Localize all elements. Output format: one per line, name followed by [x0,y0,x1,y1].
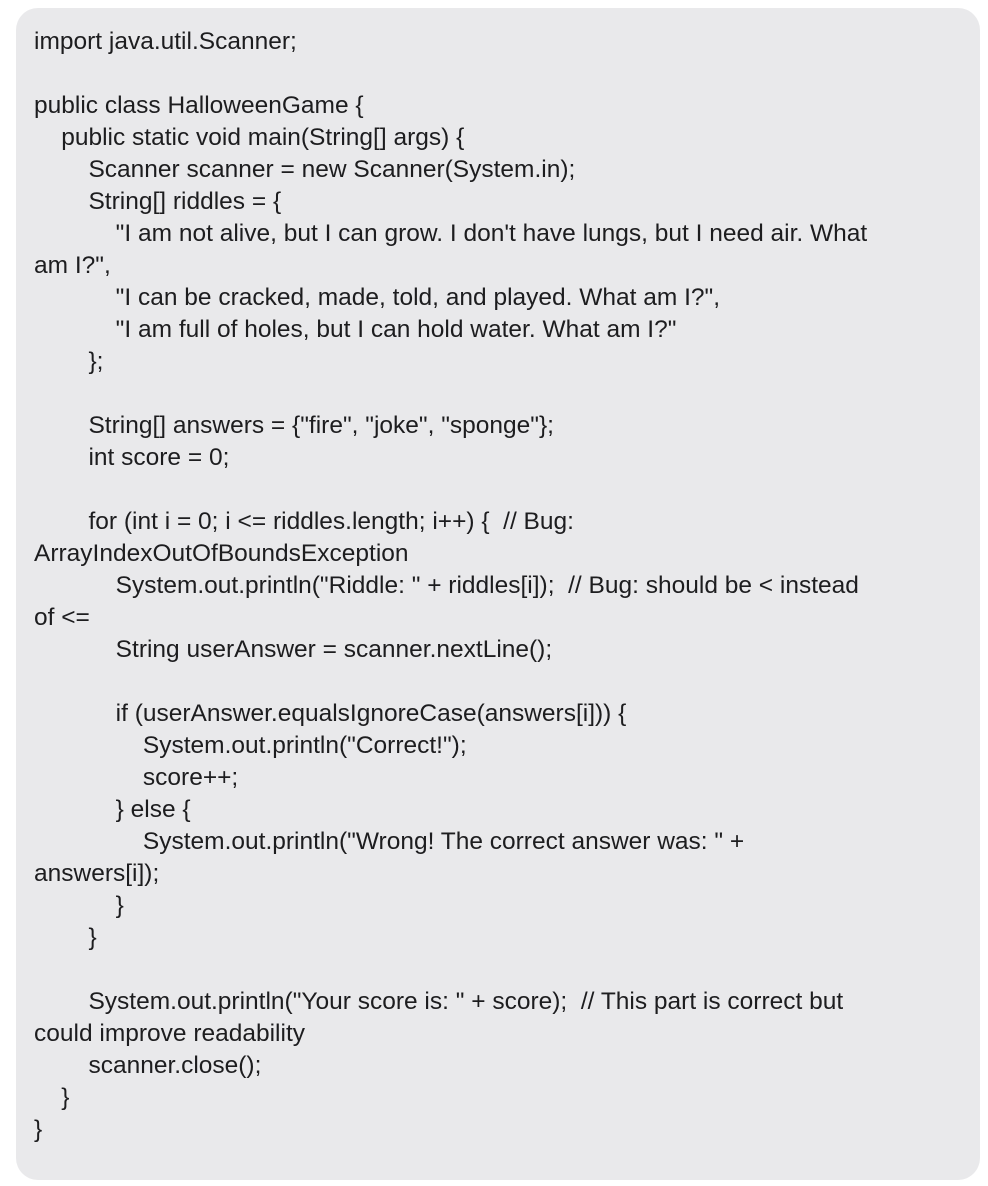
code-line: scanner.close(); [34,1052,262,1079]
code-line: } [34,1084,70,1111]
code-line [34,58,980,90]
code-line: String userAnswer = scanner.nextLine(); [34,636,553,663]
code-line: could improve readability [34,1020,305,1047]
code-line [34,954,980,986]
code-line [34,666,980,698]
code-line: System.out.println("Riddle: " + riddles[i]); // Bug: should be < instead [34,572,859,599]
code-line: for (int i = 0; i <= riddles.length; i++) { // Bug: [34,508,574,535]
code-line: String[] riddles = { [34,188,282,215]
code-line: } [34,892,124,919]
code-line: }; [34,348,104,375]
code-line: public class HalloweenGame { [34,92,364,119]
code-line [34,474,980,506]
code-message-bubble [16,8,980,1180]
code-line: } else { [34,796,191,823]
code-line: "I can be cracked, made, told, and played. What am I?", [34,284,721,311]
code-line: score++; [34,764,239,791]
code-line: ArrayIndexOutOfBoundsException [34,540,409,567]
code-line: "I am full of holes, but I can hold water. What am I?" [34,316,677,343]
code-block [34,26,980,1146]
code-line: } [34,924,97,951]
code-line: of <= [34,604,90,631]
code-line: System.out.println("Your score is: " + score); // This part is correct but [34,988,844,1015]
code-line: public static void main(String[] args) { [34,124,465,151]
code-line: } [34,1116,43,1143]
code-line: String[] answers = {"fire", "joke", "sponge"}; [34,412,554,439]
code-line: answers[i]); [34,860,160,887]
code-line: if (userAnswer.equalsIgnoreCase(answers[i])) { [34,700,627,727]
code-line: System.out.println("Correct!"); [34,732,467,759]
code-line: int score = 0; [34,444,230,471]
code-line: am I?", [34,252,111,279]
code-line: System.out.println("Wrong! The correct answer was: " + [34,828,745,855]
code-line: import java.util.Scanner; [34,28,297,55]
code-line [34,378,980,410]
code-line: Scanner scanner = new Scanner(System.in); [34,156,576,183]
code-line: "I am not alive, but I can grow. I don't have lungs, but I need air. What [34,220,868,247]
